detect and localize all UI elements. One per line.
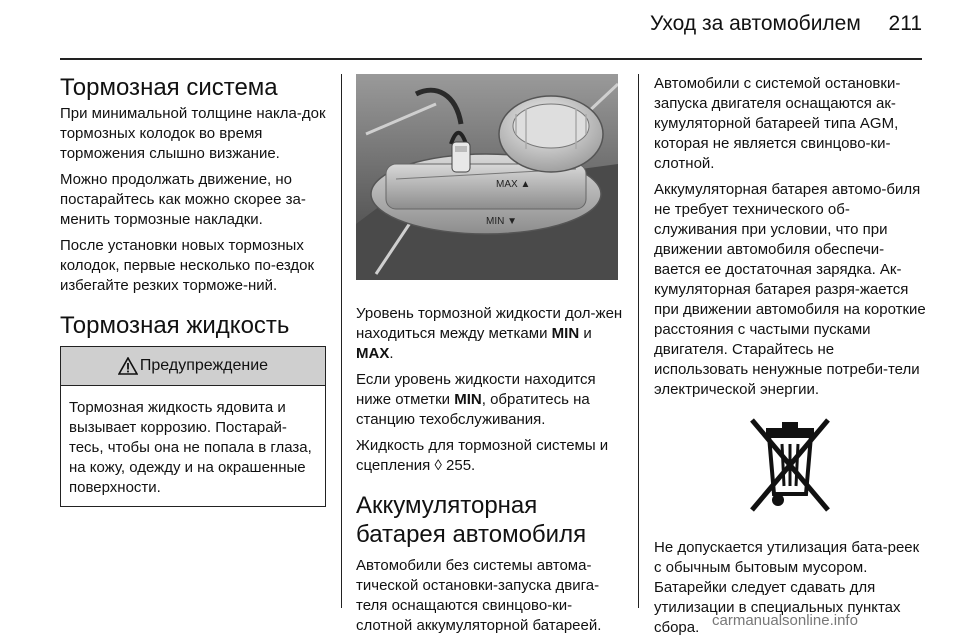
paragraph: Аккумуляторная батарея автомо-биля не требует технического об-служивания при условии, что при движении автомобиля обеспечи-вается ее достаточная зарядка. Ак-кумуляторная батарея разря-жается при движении автомобиля на короткие расстояния с частыми пусками двигателя. Старайтесь не использовать ненужные потреби-тели электрической энергии.: [654, 181, 926, 398]
crossed-out-wheelie-bin-icon: [742, 414, 838, 514]
max-mark-bold: MAX: [356, 345, 390, 362]
paragraph: [356, 370, 626, 430]
watermark: carmanualsonline.info: [712, 612, 858, 629]
min-mark-label: MIN ▼: [486, 216, 518, 227]
page-number: 211: [888, 12, 922, 35]
text-span: Жидкость для тормозной системы и сцепления: [356, 437, 609, 474]
text-span: и: [579, 325, 592, 342]
column-1: [60, 74, 326, 507]
page-reference-link[interactable]: ◊ 255.: [434, 457, 476, 474]
section-heading-vehicle-battery: Аккумуляторная батарея автомобиля: [356, 492, 587, 548]
running-header-title: Уход за автомобилем: [650, 12, 861, 35]
text-span: Уровень тормозной жидкости дол-жен находиться между метками: [356, 305, 623, 342]
header-divider: [60, 58, 922, 60]
max-mark-label: MAX ▲: [496, 179, 531, 190]
warning-title: Предупреждение: [139, 357, 269, 375]
text-span: , обратитесь на станцию техобслуживания.: [356, 391, 590, 428]
paragraph: При минимальной толщине накла-док тормозных колодок во время торможения слышно визжание.: [60, 104, 326, 162]
warning-header: [61, 347, 325, 386]
warning-box: [60, 346, 326, 507]
paragraph: Автомобили с системой остановки-запуска двигателя оснащаются ак-кумуляторной батареей типа AGM, которая не является свинцово-ки-слотной.: [654, 75, 901, 172]
column-2: [356, 74, 626, 642]
column-3: [654, 74, 926, 644]
min-mark-bold: MIN: [551, 325, 580, 342]
section-heading-brake-system: Тормозная система: [60, 74, 278, 101]
paragraph: [356, 436, 626, 476]
text-span: .: [389, 345, 394, 362]
warning-body: [61, 386, 325, 506]
warning-text: Тормозная жидкость ядовита и вызывает коррозию. Постарай-тесь, чтобы она не попала в глаза, на кожу, одежду и на окрашенные поверхности.: [69, 399, 312, 497]
paragraph: Автомобили без системы автома-тической остановки-запуска двига-теля оснащаются свинцово-ки-слотной аккумуляторной батареей.: [356, 556, 602, 634]
section-heading-brake-fluid: Тормозная жидкость: [60, 311, 290, 339]
paragraph: Можно продолжать движение, но постарайтесь как можно скорее за-менить тормозные накладки.: [60, 170, 306, 228]
paragraph: [356, 304, 626, 364]
text-span: Если уровень жидкости находится ниже отметки: [356, 371, 596, 408]
warning-triangle-icon: [118, 357, 138, 375]
min-mark-bold: MIN: [454, 391, 482, 408]
paragraph: После установки новых тормозных колодок, первые несколько по-ездок избегайте резких торможе-ний.: [60, 236, 315, 294]
brake-fluid-reservoir-photo: [356, 74, 618, 280]
paragraph: Не допускается утилизация бата-реек с обычным бытовым мусором. Батарейки следует сдавать для утилизации в специальных пунктах сбора.: [654, 539, 920, 636]
column-divider-2: [638, 74, 639, 608]
column-divider-1: [341, 74, 342, 608]
